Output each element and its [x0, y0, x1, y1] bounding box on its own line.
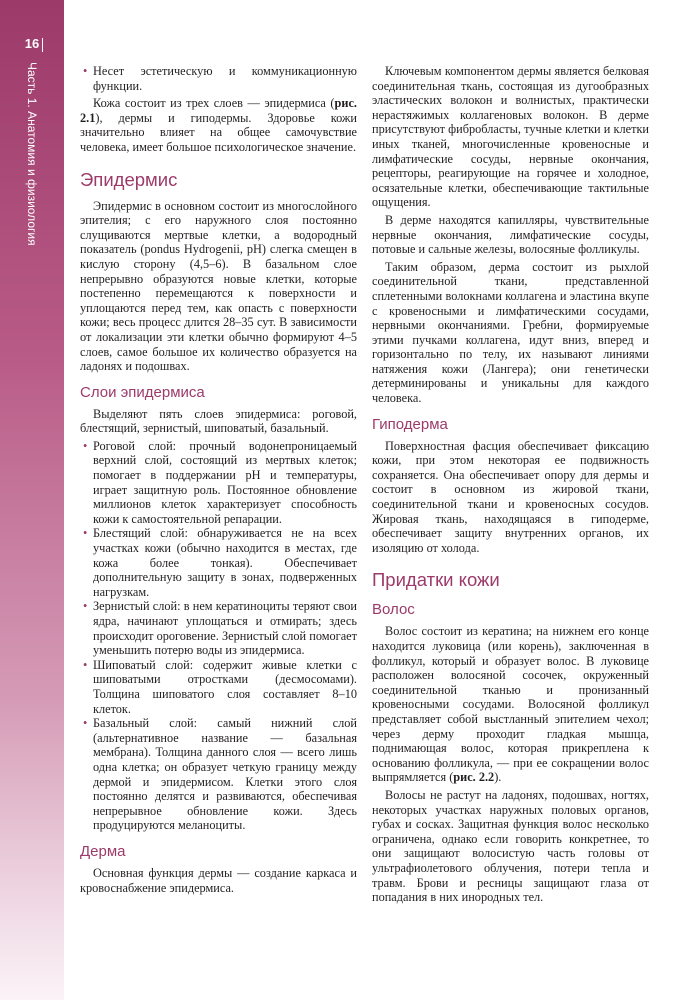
hair-paragraph: [372, 624, 649, 785]
right-column: [372, 64, 649, 908]
list-item: • Несет эстетическую и коммуникационную функции.: [80, 64, 357, 93]
page-number: 16: [24, 36, 40, 51]
figure-reference: рис. 2.1: [80, 96, 357, 125]
list-item: • Зернистый слой: в нем кератиноциты теряют свои ядра, начинают уплощаться и отмирать; здесь происходит ороговение. Зернистый слой помогает уменьшить потерю воды из эпидермиса.: [80, 599, 357, 657]
hair-paragraph: Волосы не растут на ладонях, подошвах, ногтях, некоторых участках наружных половых органов, губах и сосках. Защитная функция волос несколько ограничена, однако если говорить конкретнее, то они защищают волосистую часть головы от ультрафиолетового облучения, потери тепла и травм. Брови и ресницы защищают глаза от попадания в них инородных тел.: [372, 787, 649, 905]
heading-derma: Дерма: [80, 842, 126, 860]
text-span: Волос состоит из кератина; на нижнем его конце находится луковица (или корень), заключенная в фолликул, который и образует волос. В луковице расположен волосяной сосочек, окруженный соединительной тканью и пронизанный кровеносными сосудами. Волосяной фолликул представляет собой выстланный эпителием чехол; через дерму проходит гладкая мышца, поднимающая волос, которая прикреплена к основанию фолликула, — при ее сокращении волос выпрямляется (: [372, 624, 649, 785]
page-number-divider: [42, 38, 43, 52]
heading-hypoderm: Гиподерма: [372, 415, 448, 433]
left-column: [80, 64, 357, 898]
list-item: • Блестящий слой: обнаруживается не на всех участках кожи (обычно находится в местах, где кожа более тонкая). Обеспечивает дополнительную защиту в зонах, подверженных нагрузкам.: [80, 526, 357, 599]
derma-paragraph: Ключевым компонентом дермы является белковая соединительная ткань, состоящая из дугообразных эластических волокон и волнистых, практически нерастяжимых коллагеновых волокон. В дерме присутствуют фибробласты, тучные клетки и клетки иных тканей, многочисленные кровеносные и лимфатические сосуды, нервные окончания, рецепторы, реагирующие на горячее и холодное, осязательные клетки, обеспечивающие тактильные ощущения.: [372, 64, 649, 210]
epidermis-layers-list: [80, 439, 357, 833]
epidermis-paragraph: Эпидермис в основном состоит из многослойного эпителия; с его наружного слоя постоянно слущиваются мертвые клетки, а водородный показатель (pondus Hydrogenii, pH) слегка смещен в кислую сторону (4,5–6). В базальном слое непрерывно образуются новые клетки, которые постепенно перемещаются к поверхности и уплощаются перед тем, как опасть с поверхности кожи; весь процесс длится 28–35 сут. В зависимости от локализации эти клетки обычно формируют 4–5 слоев, самое большое их количество образуется на ладонях и подошвах.: [80, 198, 357, 374]
derma-paragraph: Таким образом, дерма состоит из рыхлой соединительной ткани, представленной сплетенными волокнами коллагена и эластина вкупе с кровеносными и лимфатическими сосудами, нервными окончаниями. Гребни, формируемые этими пучками коллагена, идут вниз, вперед и горизонтально по телу, их называют линиями натяжения кожи (Лангера); они генетически детерминированы и уникальны для каждого человека.: [372, 259, 649, 406]
text-span: Кожа состоит из трех слоев — эпидермиса (: [93, 96, 335, 111]
list-item: • Шиповатый слой: содержит живые клетки с шиповатыми отростками (десмосомами). Толщина шиповатого слоя составляет 8–10 клеток.: [80, 658, 357, 716]
skin-layers-paragraph: [80, 96, 357, 154]
chapter-sidebar: [0, 0, 64, 1000]
figure-reference: рис. 2.2: [453, 770, 495, 785]
text-span: ).: [494, 770, 502, 785]
text-span: ), дермы и гиподермы. Здоровье кожи значительно влияет на общее самочувствие человека, имеет большое психологическое значение.: [80, 110, 357, 154]
layers-intro-paragraph: Выделяют пять слоев эпидермиса: роговой, блестящий, зернистый, шиповатый, базальный.: [80, 406, 357, 436]
hypoderm-paragraph: Поверхностная фасция обеспечивает фиксацию кожи, при этом некоторая ее подвижность сохраняется. Она обеспечивает опору для дермы и состоит в основном из жировой ткани, соединительной ткани и кровеносных сосудов. Жировая ткань, находящаяся в гиподерме, обеспечивает защиту внутренних органов, их изоляцию от холода.: [372, 438, 649, 555]
derma-intro-paragraph: Основная функция дермы — создание каркаса и кровоснабжение эпидермиса.: [80, 865, 357, 895]
heading-skin-appendages: Придатки кожи: [372, 569, 500, 591]
heading-hair: Волос: [372, 601, 415, 619]
list-item: • Базальный слой: самый нижний слой (альтернативное название — базальная мембрана). Толщина данного слоя — всего лишь одна клетка; он образует четкую границу между дермой и эпидермисом. Клетки этого слоя постоянно делятся и развиваются, обеспечивая непрерывное обновление кожи. Здесь продуцируются меланоциты.: [80, 716, 357, 833]
list-item: • Роговой слой: прочный водонепроницаемый верхний слой, состоящий из мертвых клеток; помогает в поддержании pH и температуры, играет защитную роль. Постоянное обновление миллионов клеток характеризует способность кожи к самостоятельной репарации.: [80, 439, 357, 527]
heading-epidermis-layers: Слои эпидермиса: [80, 383, 205, 401]
intro-list: [80, 64, 357, 93]
heading-epidermis: Эпидермис: [80, 168, 178, 190]
derma-paragraph: В дерме находятся капилляры, чувствительные нервные окончания, лимфатические сосуды, потовые и сальные железы, волосяные фолликулы.: [372, 212, 649, 257]
running-title: Часть 1. Анатомия и физиология: [25, 62, 39, 246]
